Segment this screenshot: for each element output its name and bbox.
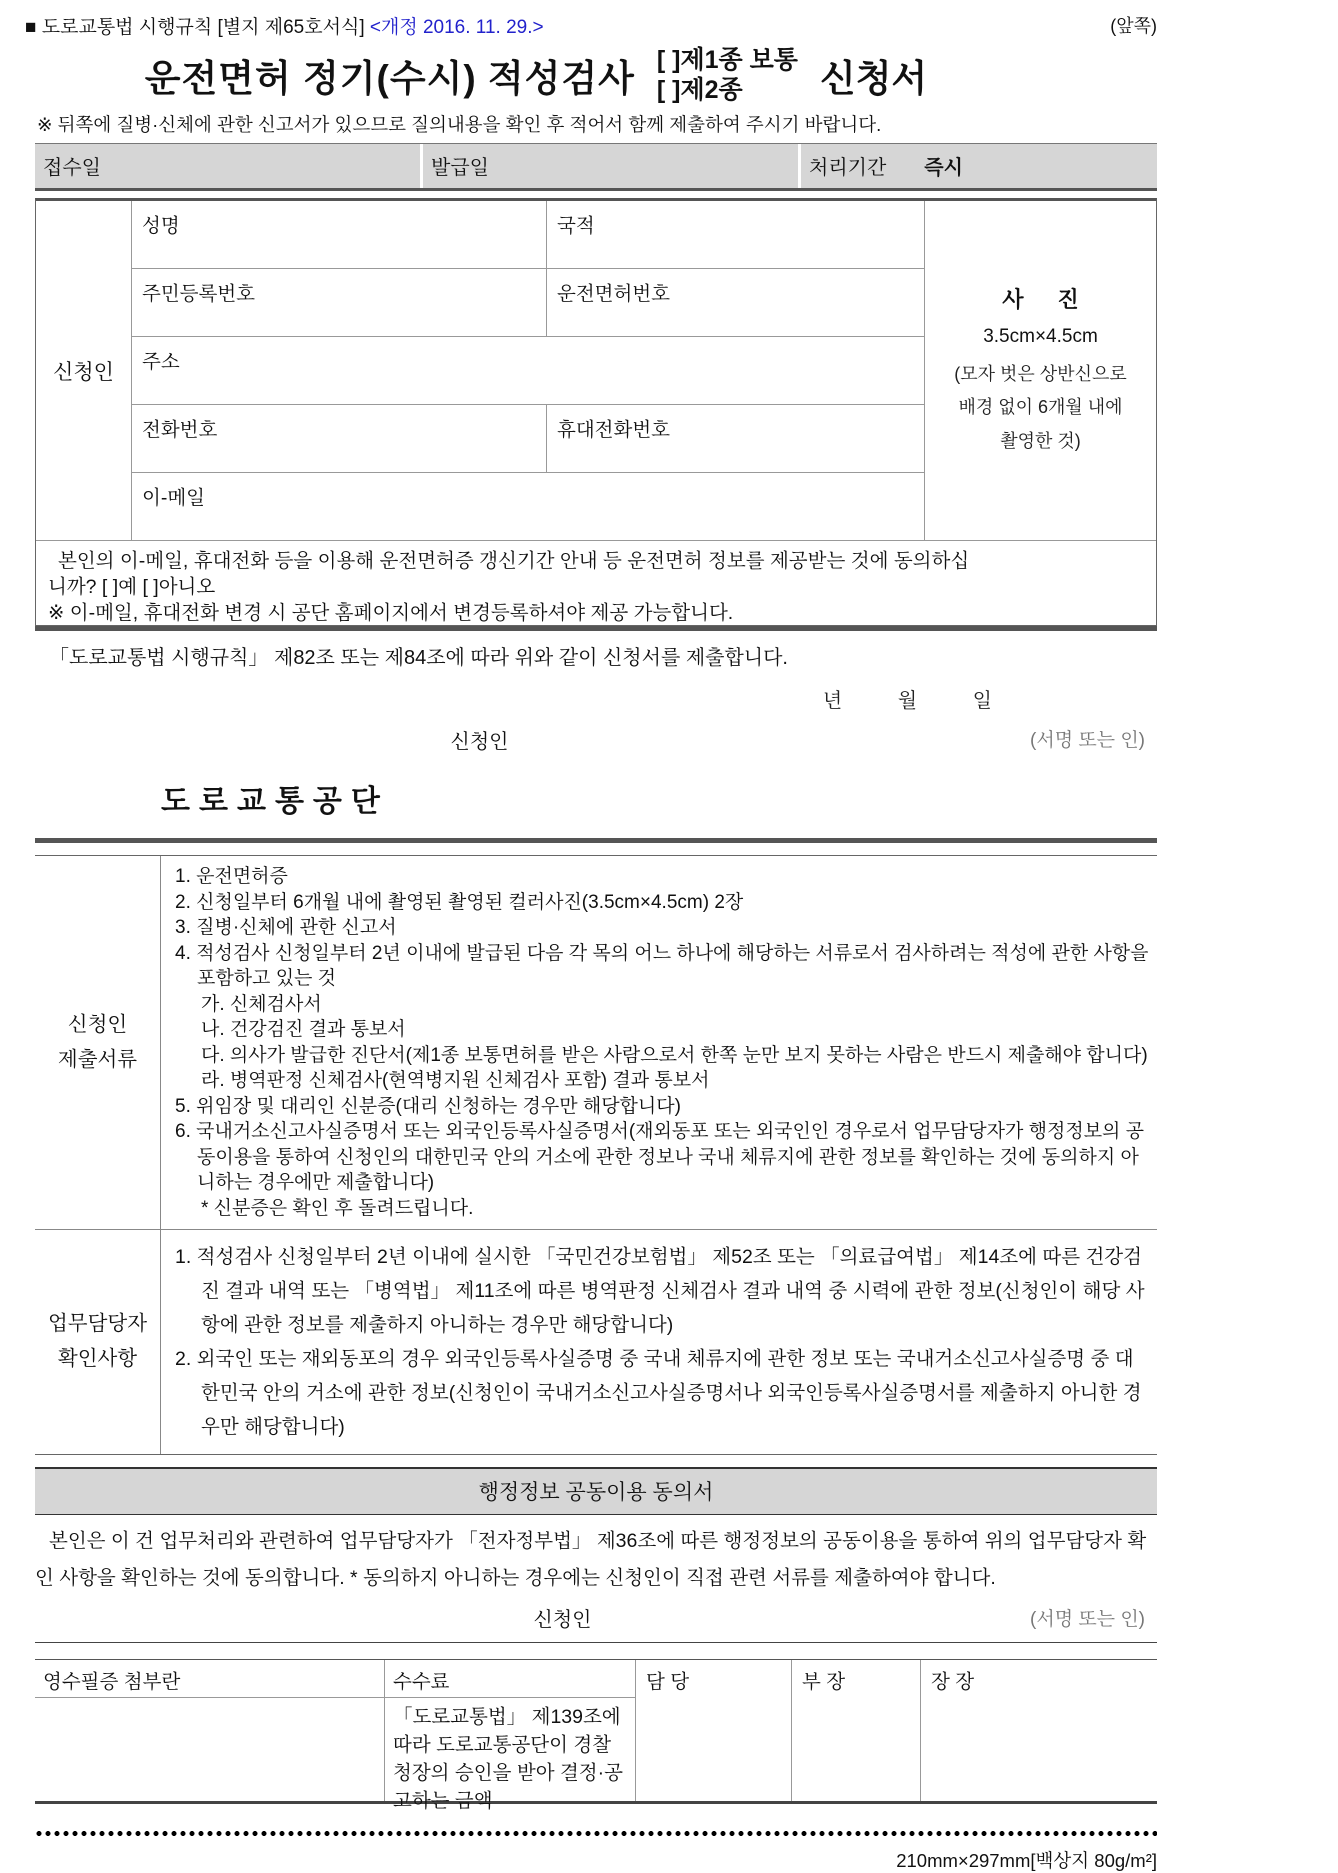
back-side-notice: ※ 뒤쪽에 질병·신체에 관한 신고서가 있으므로 질의내용을 확인 후 적어서 함께 제출하여 주시기 바랍니다. bbox=[37, 114, 882, 135]
document-item: 2. 신청일부터 6개월 내에 촬영된 촬영된 컬러사진(3.5cm×4.5cm) 2장 bbox=[175, 891, 744, 913]
license-class-option-1: [ ]제1종 보통 bbox=[656, 46, 798, 74]
approver-department-head: 부 장 bbox=[792, 1660, 920, 1801]
photo-note-line2: 배경 없이 6개월 내에 bbox=[958, 397, 1123, 418]
name-field: 성명 bbox=[132, 201, 546, 268]
license-number-field: 운전면허번호 bbox=[547, 269, 924, 336]
license-class-options bbox=[657, 45, 798, 105]
approver-staff: 담 당 bbox=[636, 1660, 791, 1801]
officer-section-label bbox=[35, 1230, 160, 1454]
documents-label-line1: 신청인 bbox=[67, 1012, 128, 1036]
applicant-signature-label: 신청인 bbox=[450, 731, 509, 753]
diamond-divider bbox=[35, 1830, 1157, 1837]
document-item: 다. 의사가 발급한 진단서(제1종 보통면허를 받은 사람으로서 한쪽 눈만 보지 못하는 사람은 반드시 제출해야 합니다) bbox=[201, 1044, 1148, 1066]
processing-time-cell bbox=[801, 144, 1157, 188]
requirements-table bbox=[35, 855, 1157, 1455]
admin-applicant-label: 신청인 bbox=[533, 1609, 592, 1631]
documents-section-label bbox=[35, 856, 160, 1229]
section-divider-2 bbox=[35, 838, 1157, 843]
approval-table bbox=[35, 1659, 1157, 1812]
document-item: 6. 국내거소신고사실증명서 또는 외국인등록사실증명서(재외동포 또는 외국인인 경우로서 업무담당자가 행정정보의 공동이용을 통하여 신청인의 대한민국 안의 거소에 관한 정보나 국내 체류지에 관한 정보를 확인하는 것에 동의하지 아니하는 경우에만 제출합니다) bbox=[175, 1121, 1145, 1193]
email-consent-question-line2: 니까? [ ]예 [ ]아니오 bbox=[48, 576, 216, 598]
receipt-date-label: 접수일 bbox=[35, 144, 420, 188]
declaration-signature-row bbox=[49, 725, 1157, 754]
top-header-line bbox=[25, 12, 1157, 39]
form-title: 운전면허 정기(수시) 적성검사 bbox=[144, 58, 635, 99]
officer-list bbox=[161, 1230, 1157, 1454]
officer-label-line1: 업무담당자 bbox=[47, 1312, 147, 1336]
issue-date-label: 발급일 bbox=[423, 144, 798, 188]
approver-chief: 장 장 bbox=[921, 1660, 1157, 1801]
revision-note: <개정 2016. 11. 29.> bbox=[369, 17, 544, 38]
address-field: 주소 bbox=[132, 337, 924, 404]
email-field: 이-메일 bbox=[132, 473, 924, 540]
signature-hint: (서명 또는 인) bbox=[1030, 730, 1145, 751]
officer-item: 2. 외국인 또는 재외동포의 경우 외국인등록사실증명 중 국내 체류지에 관한 정보 또는 국내거소신고사실증명 중 대한민국 안의 거소에 관한 정보(신청인이 국내거소신고사실증명서나 외국인등록사실증명서를 제출하지 아니한 경우만 해당합니다) bbox=[175, 1348, 1142, 1438]
admin-consent-title: 행정정보 공동이용 동의서 bbox=[35, 1467, 1157, 1515]
admin-consent-body: 본인은 이 건 업무처리와 관련하여 업무담당자가 「전자정부법」 제36조에 따른 행정정보의 공동이용을 통하여 위의 업무담당자 확인 사항을 확인하는 것에 동의합니다. * 동의하지 아니하는 경우에는 신청인이 직접 관련 서류를 제출하여야 합니다. bbox=[35, 1530, 1147, 1589]
document-item: 라. 병역판정 신체검사(현역병지원 신체검사 포함) 결과 통보서 bbox=[201, 1070, 710, 1091]
phone-field: 전화번호 bbox=[132, 405, 546, 472]
mobile-field: 휴대전화번호 bbox=[547, 405, 924, 472]
admin-signature-hint: (서명 또는 인) bbox=[1030, 1609, 1145, 1630]
front-side-label: (앞쪽) bbox=[1110, 16, 1157, 36]
declaration-text: 「도로교통법 시행규칙」 제82조 또는 제84조에 따라 위와 같이 신청서를 제출합니다. bbox=[49, 647, 788, 669]
form-reference-text: ■ 도로교통법 시행규칙 [별지 제65호서식] bbox=[25, 17, 370, 38]
document-item: 3. 질병·신체에 관한 신고서 bbox=[175, 917, 397, 938]
receipt-stamp-area bbox=[35, 1698, 384, 1801]
nationality-field: 국적 bbox=[547, 201, 924, 268]
document-item: 1. 운전면허증 bbox=[175, 866, 288, 887]
paper-spec: 210mm×297mm[백상지 80g/m²] bbox=[896, 1850, 1157, 1871]
form-title-suffix: 신청서 bbox=[819, 58, 928, 99]
document-item: 나. 건강검진 결과 통보서 bbox=[201, 1019, 406, 1040]
agency-name: 도로교통공단 bbox=[161, 785, 389, 818]
email-consent-row bbox=[36, 541, 1156, 625]
document-item: 가. 신체검사서 bbox=[201, 993, 322, 1015]
document-item: 5. 위임장 및 대리인 신분증(대리 신청하는 경우만 해당합니다) bbox=[175, 1095, 681, 1117]
form-reference bbox=[25, 12, 544, 39]
email-consent-question-line1: 본인의 이-메일, 휴대전화 등을 이용해 운전면허증 갱신기간 안내 등 운전면허 정보를 제공받는 것에 동의하십 bbox=[58, 550, 970, 572]
photo-size: 3.5cm×4.5cm bbox=[983, 326, 1098, 348]
date-line: 년 월 일 bbox=[822, 690, 992, 712]
photo-note bbox=[954, 358, 1127, 458]
admin-signature-row bbox=[35, 1603, 1157, 1632]
documents-list bbox=[161, 856, 1157, 1229]
receipt-stamp-label: 영수필증 첨부란 bbox=[35, 1660, 384, 1697]
processing-time-label: 처리기간 bbox=[809, 157, 887, 179]
meta-row bbox=[35, 143, 1157, 191]
document-item: 4. 적성검사 신청일부터 2년 이내에 발급된 다음 각 목의 어느 하나에 해당하는 서류로서 검사하려는 적성에 관한 사항을 포함하고 있는 것 bbox=[175, 942, 1149, 989]
document-item: * 신분증은 확인 후 돌려드립니다. bbox=[201, 1197, 474, 1219]
photo-box bbox=[925, 201, 1156, 540]
email-consent-note: ※ 이-메일, 휴대전화 변경 시 공단 홈페이지에서 변경등록하셔야 제공 가능합니다. bbox=[48, 602, 734, 624]
fee-label: 수수료 bbox=[385, 1660, 635, 1697]
resident-number-field: 주민등록번호 bbox=[132, 269, 546, 336]
photo-note-line1: (모자 벗은 상반신으로 bbox=[954, 364, 1127, 385]
applicant-table bbox=[35, 198, 1157, 626]
license-class-option-2: [ ]제2종 bbox=[656, 76, 743, 104]
form-title-block bbox=[35, 45, 1037, 105]
declaration-section bbox=[35, 631, 1157, 820]
fee-description: 「도로교통법」 제139조에 따라 도로교통공단이 경찰청장의 승인을 받아 결정·공고하는 금액 bbox=[385, 1698, 635, 1801]
officer-label-line2: 확인사항 bbox=[57, 1347, 138, 1370]
photo-title: 사 진 bbox=[1002, 287, 1093, 313]
admin-divider bbox=[35, 1642, 1157, 1643]
applicant-section-label: 신청인 bbox=[36, 201, 131, 540]
photo-note-line3: 촬영한 것) bbox=[1000, 430, 1081, 451]
officer-item: 1. 적성검사 신청일부터 2년 이내에 실시한 「국민건강보험법」 제52조 또는 「의료급여법」 제14조에 따른 건강검진 결과 내역 또는 「병역법」 제11조에 따른 병역판정 신체검사 결과 내역 중 시력에 관한 정보(신청인이 해당 사항에 관한 정보를 제출하지 아니하는 경우만 해당합니다) bbox=[175, 1246, 1145, 1336]
documents-label-line2: 제출서류 bbox=[57, 1047, 138, 1071]
processing-time-value: 즉시 bbox=[924, 157, 963, 179]
